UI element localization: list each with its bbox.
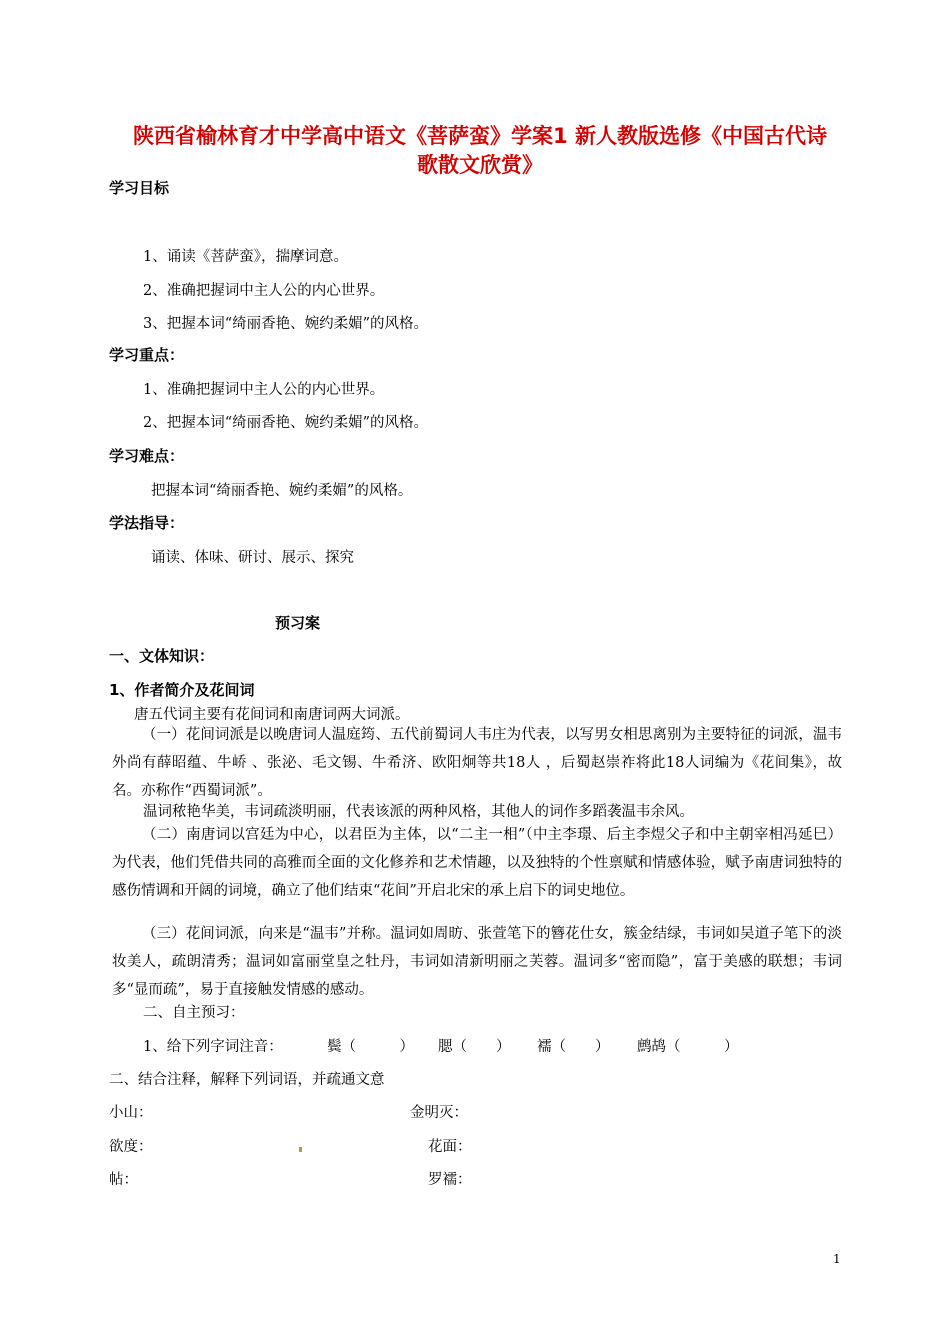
- term-label: 罗襦：: [428, 1172, 472, 1188]
- goals-heading: 学习目标: [109, 179, 170, 197]
- goal-item-2: 2、准确把握词中主人公的内心世界。: [143, 283, 385, 299]
- goal-item-3: 3、把握本词“绮丽香艳、婉约柔媚”的风格。: [143, 316, 429, 332]
- method-text: 诵读、体味、研讨、展示、探究: [151, 550, 354, 566]
- pinyin-item: 鬓（ ）: [327, 1039, 414, 1055]
- pinyin-item: 襦（ ）: [537, 1039, 610, 1055]
- goal-item-1: 1、诵读《菩萨蛮》，揣摩词意。: [143, 249, 348, 265]
- difficulty-text: 把握本词“绮丽香艳、婉约柔媚”的风格。: [151, 483, 413, 499]
- page-number: 1: [833, 1252, 841, 1266]
- term-label: 小山：: [109, 1105, 153, 1121]
- term-label: 花面：: [428, 1139, 472, 1155]
- section-self-study: 二、自主预习：: [143, 1005, 245, 1021]
- pinyin-item: 腮（ ）: [438, 1039, 511, 1055]
- paragraph-nantang: （二）南唐词以宫廷为中心，以君臣为主体，以“二主一相”（中主李璟、后主李煜父子和中主朝宰相冯延巳）为代表，他们凭借共同的高雅而全面的文化修养和艺术情趣，以及独特的个性禀赋和情感体验，赋予南唐词独特的感伤情调和开阔的词境，确立了他们结束“花间”开启北宋的承上启下的词史地位。: [112, 827, 842, 899]
- focus-heading: 学习重点：: [109, 346, 185, 364]
- document-title-line1: 陕西省榆林育才中学高中语文《菩萨蛮》学案1 新人教版选修《中国古代诗: [133, 124, 827, 148]
- paragraph-huajian: （一）花间词派是以晚唐词人温庭筠、五代前蜀词人韦庄为代表，以写男女相思离别为主要特征的词派，温韦外尚有薛昭蕴、牛峤 、张泌、毛文锡、牛希济、欧阳炯等共18人 ，后蜀赵崇祚将此18人词编为《花间集》，故名。亦称作“西蜀词派”。: [112, 727, 842, 799]
- term-label: 帖：: [109, 1172, 138, 1188]
- method-heading: 学法指导：: [109, 514, 185, 532]
- preview-heading: 预习案: [275, 614, 321, 632]
- pinyin-label: 1、给下列字词注音：: [143, 1039, 283, 1055]
- term-label: 金明灭：: [410, 1105, 468, 1121]
- focus-item-1: 1、准确把握词中主人公的内心世界。: [143, 382, 385, 398]
- difficulty-heading: 学习难点：: [109, 447, 185, 465]
- paragraph-comparison: （三）花间词派，向来是“温韦”并称。温词如周昉、张萱笔下的簪花仕女，簇金结绿，韦词如吴道子笔下的淡妆美人，疏朗清秀；温词如富丽堂皇之牡丹，韦词如清新明丽之芙蓉。温词多“密而隐”，富于美感的联想；韦词多“显而疏”，易于直接触发情感的感动。: [112, 926, 842, 998]
- focus-item-2: 2、把握本词“绮丽香艳、婉约柔媚”的风格。: [143, 415, 429, 431]
- document-title-line2: 歌散文欣赏》: [417, 153, 543, 177]
- section-explain-terms: 二、结合注释，解释下列词语，并疏通文意: [109, 1072, 385, 1088]
- pinyin-item: 鹧鸪（ ）: [637, 1039, 739, 1055]
- intro-text: 唐五代词主要有花间词和南唐词两大词派。: [134, 707, 410, 723]
- section-style-knowledge: 一、文体知识：: [109, 647, 215, 665]
- term-label: 欲度：: [109, 1139, 153, 1155]
- sub-author-intro: 1、作者简介及花间词: [109, 681, 255, 699]
- stray-mark: [299, 1147, 302, 1152]
- paragraph-wen-wei: 温词秾艳华美，韦词疏淡明丽，代表该派的两种风格，其他人的词作多蹈袭温韦余风。: [143, 804, 694, 820]
